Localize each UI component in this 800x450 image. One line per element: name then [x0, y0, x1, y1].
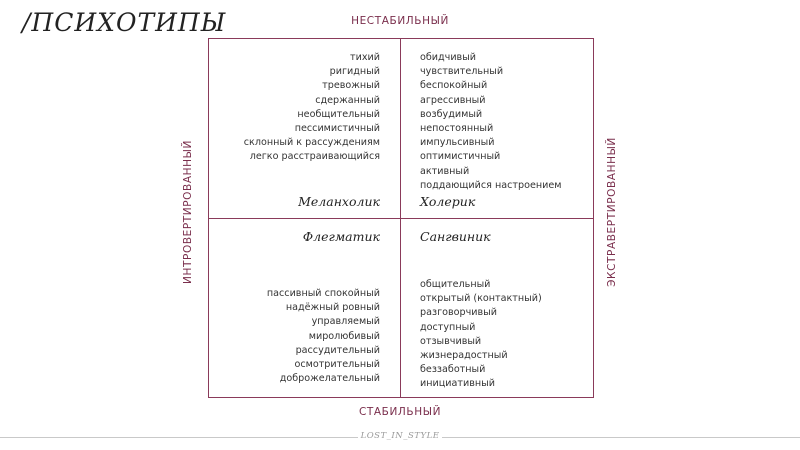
trait-item: агрессивный — [420, 94, 486, 106]
trait-item: тревожный — [322, 80, 380, 92]
trait-item: пассивный спокойный — [266, 288, 380, 299]
melancholic-traits-list — [244, 51, 380, 165]
axis-label-introverted: ИНТРОВЕРТИРОВАННЫЙ — [182, 140, 194, 284]
trait-item: чувствительный — [420, 66, 504, 78]
choleric-traits-list — [420, 51, 562, 193]
trait-item: беззаботный — [420, 364, 486, 376]
trait-item: ригидный — [329, 66, 380, 78]
trait-item: активный — [420, 165, 470, 177]
sanguine-label: Сангвиник — [420, 229, 491, 244]
axis-label-unstable: НЕСТАБИЛЬНЫЙ — [351, 15, 449, 27]
trait-item: импульсивный — [420, 137, 495, 149]
footer-brand: LOST_IN_STYLE — [360, 431, 440, 441]
trait-item: склонный к рассуждениям — [243, 137, 380, 149]
trait-item: осмотрительный — [294, 359, 380, 371]
trait-item: сдержанный — [315, 94, 380, 106]
axis-label-extraverted: ЭКСТРАВЕРТИРОВАННЫЙ — [606, 137, 618, 287]
trait-item: беспокойный — [420, 80, 488, 92]
trait-item: разговорчивый — [420, 307, 497, 319]
trait-item: пессимистичный — [294, 123, 380, 135]
melancholic-label: Меланхолик — [298, 194, 380, 209]
trait-item: рассудительный — [295, 344, 380, 356]
trait-item: легко расстраивающийся — [249, 151, 380, 163]
trait-item: открытый (контактный) — [420, 293, 542, 305]
trait-item: возбудимый — [420, 108, 483, 120]
choleric-label: Холерик — [420, 194, 476, 209]
page-title: /ПСИХОТИПЫ — [22, 8, 227, 37]
phlegmatic-traits-list — [267, 287, 380, 386]
trait-item: тихий — [350, 52, 380, 63]
trait-item: жизнерадостный — [420, 350, 508, 362]
phlegmatic-label: Флегматик — [302, 229, 380, 244]
trait-item: инициативный — [420, 378, 495, 390]
horizontal-divider — [208, 218, 594, 219]
trait-item: доступный — [420, 321, 476, 333]
trait-item: оптимистичный — [420, 151, 501, 163]
trait-item: отзывчивый — [420, 335, 482, 347]
trait-item: поддающийся настроением — [420, 179, 562, 191]
trait-item: миролюбивый — [308, 330, 380, 342]
trait-item: обидчивый — [420, 52, 477, 63]
sanguine-traits-list — [420, 278, 542, 392]
trait-item: необщительный — [297, 108, 380, 120]
trait-item: управляемый — [311, 316, 380, 328]
trait-item: доброжелательный — [279, 373, 380, 385]
axis-label-stable: СТАБИЛЬНЫЙ — [358, 406, 442, 418]
trait-item: надёжный ровный — [285, 302, 380, 314]
trait-item: общительный — [420, 279, 491, 290]
trait-item: непостоянный — [420, 123, 494, 135]
